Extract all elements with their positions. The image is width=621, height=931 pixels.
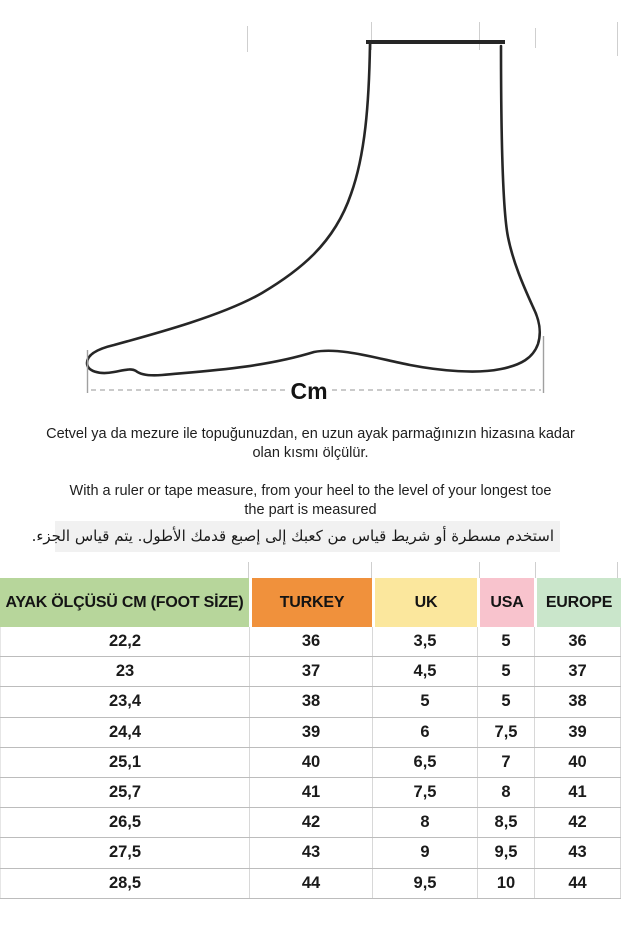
cell-foot-cm: 22,2 [0,627,249,656]
col-header-europe: EUROPE [534,578,621,627]
cell-uk: 9 [372,838,477,867]
col-header-usa: USA [477,578,534,627]
instruction-turkish [0,425,621,463]
instruction-arabic: استخدم مسطرة أو شريط قياس من كعبك إلى إصبع قدمك الأطول. يتم قياس الجزء. [55,521,560,552]
table-row [0,687,621,717]
instruction-turkish-line1: Cetvel ya da mezure ile topuğunuzdan, en uzun ayak parmağınızın hizasına kadar [46,426,575,442]
cell-foot-cm: 26,5 [0,808,249,837]
cell-turkey: 41 [249,778,372,807]
cell-uk: 6,5 [372,748,477,777]
cell-turkey: 44 [249,869,372,898]
cell-foot-cm: 23,4 [0,687,249,716]
cell-uk: 5 [372,687,477,716]
table-row [0,657,621,687]
cell-europe: 37 [534,657,621,686]
cell-europe: 41 [534,778,621,807]
cell-usa: 5 [477,687,534,716]
gridline-tick [371,562,372,578]
col-header-turkey: TURKEY [249,578,372,627]
cell-uk: 4,5 [372,657,477,686]
foot-measurement-diagram [0,0,621,415]
col-header-uk: UK [372,578,477,627]
table-row [0,627,621,657]
instruction-english [0,482,621,520]
cell-turkey: 40 [249,748,372,777]
cell-foot-cm: 25,1 [0,748,249,777]
table-row [0,808,621,838]
instruction-english-line1: With a ruler or tape measure, from your heel to the level of your longest toe [69,483,552,499]
col-header-foot-size: AYAK ÖLÇÜSÜ CM (FOOT SİZE) [0,578,249,627]
table-row [0,778,621,808]
foot-outline [87,44,540,375]
cell-usa: 5 [477,627,534,656]
size-table-header [0,578,621,627]
instruction-turkish-line2: olan kısmı ölçülür. [252,445,369,461]
cell-europe: 40 [534,748,621,777]
cell-turkey: 37 [249,657,372,686]
cell-turkey: 43 [249,838,372,867]
cell-usa: 8 [477,778,534,807]
gridline-tick [248,562,249,578]
table-row [0,748,621,778]
table-row [0,838,621,868]
cell-uk: 8 [372,808,477,837]
cell-europe: 44 [534,869,621,898]
gridline-tick [535,562,536,578]
cell-turkey: 36 [249,627,372,656]
cell-usa: 5 [477,657,534,686]
cell-foot-cm: 23 [0,657,249,686]
cell-foot-cm: 25,7 [0,778,249,807]
gridline-tick [479,562,480,578]
cell-uk: 7,5 [372,778,477,807]
cell-usa: 9,5 [477,838,534,867]
cell-turkey: 38 [249,687,372,716]
cell-uk: 6 [372,718,477,747]
background-gridline-ticks [248,22,618,56]
cell-europe: 43 [534,838,621,867]
table-row [0,869,621,899]
cell-usa: 7,5 [477,718,534,747]
cell-europe: 42 [534,808,621,837]
size-table-body [0,627,621,899]
cell-uk: 9,5 [372,869,477,898]
cell-foot-cm: 27,5 [0,838,249,867]
cell-usa: 7 [477,748,534,777]
instruction-english-line2: the part is measured [244,502,377,518]
cell-europe: 38 [534,687,621,716]
cell-foot-cm: 24,4 [0,718,249,747]
size-conversion-table [0,578,621,899]
cell-turkey: 42 [249,808,372,837]
cm-label: Cm [290,378,328,404]
cell-uk: 3,5 [372,627,477,656]
cell-foot-cm: 28,5 [0,869,249,898]
cell-europe: 36 [534,627,621,656]
cell-usa: 10 [477,869,534,898]
table-row [0,718,621,748]
gridline-tick [617,562,618,578]
cell-usa: 8,5 [477,808,534,837]
cell-turkey: 39 [249,718,372,747]
cell-europe: 39 [534,718,621,747]
